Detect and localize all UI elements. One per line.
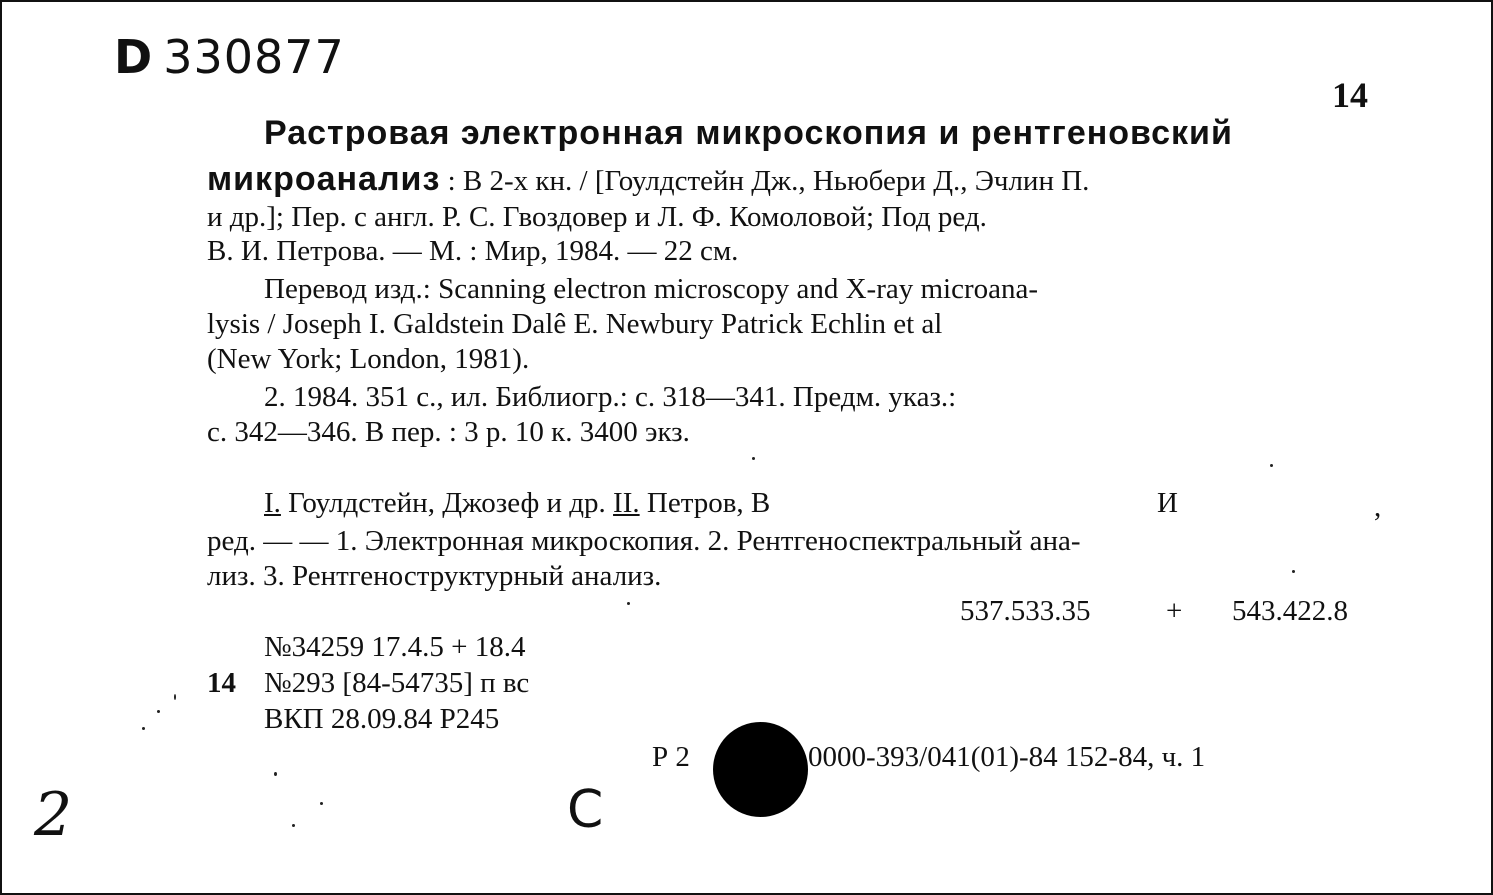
speck (274, 772, 277, 776)
speck (292, 824, 295, 827)
speck (1292, 570, 1295, 573)
handwritten-mark: 2 (34, 780, 73, 850)
stamp-prefix: D (114, 30, 154, 84)
service-line-1: №34259 17.4.5 + 18.4 (264, 631, 526, 663)
service-prefix: 14 (207, 667, 236, 699)
line-7: (New York; London, 1981). (207, 343, 530, 375)
footer-code-right: 0000-393/041(01)-84 152-84, ч. 1 (808, 741, 1206, 773)
card-number: 14 (1332, 75, 1368, 115)
title-line-2 (207, 162, 1089, 199)
speck (627, 602, 630, 605)
speck (1270, 464, 1273, 467)
speck (320, 802, 323, 805)
entry-initial: И (1157, 487, 1178, 519)
entry-line-3: ред. — — 1. Электронная микроскопия. 2. Рентгеноспектральный ана- (207, 525, 1081, 557)
entry-comma: , (1374, 491, 1382, 523)
entry-line-4: лиз. 3. Рентгеноструктурный анализ. (207, 560, 662, 592)
entry-text-1: Гоулдстейн, Джозеф и др. (280, 487, 614, 519)
entry-text-2: Петров, В (639, 487, 771, 519)
udc-plus: + (1166, 595, 1183, 627)
line-2-rest: : В 2-х кн. / [Гоулдстейн Дж., Ньюбери Д., Эчлин П. (440, 165, 1090, 197)
stamp-number: 330877 (163, 30, 345, 84)
line-6: lysis / Joseph I. Galdstein Dalê E. Newbury Patrick Echlin et al (207, 308, 943, 340)
ink-blot (713, 722, 808, 817)
speck (157, 710, 160, 713)
speck (142, 727, 145, 730)
entry-num-1: I. (264, 487, 281, 519)
title-part-2: микроанализ (207, 160, 441, 198)
udc-code-1: 537.533.35 (960, 595, 1091, 627)
title-line-1: Растровая электронная микроскопия и рентгеновский (264, 114, 1233, 152)
speck (174, 694, 176, 700)
line-9: с. 342—346. В пер. : 3 р. 10 к. 3400 экз. (207, 416, 690, 448)
udc-code-2: 543.422.8 (1232, 595, 1348, 627)
speck (752, 457, 755, 460)
entry-num-2: II. (613, 487, 640, 519)
footer-code-left: Р 2 (652, 741, 690, 773)
line-5: Перевод изд.: Scanning electron microscopy and X-ray microana- (264, 273, 1039, 305)
line-3: и др.]; Пер. с англ. Р. С. Гвоздовер и Л. Ф. Комоловой; Под ред. (207, 201, 987, 233)
entry-line-1 (264, 486, 770, 521)
line-4: В. И. Петрова. — М. : Мир, 1984. — 22 см. (207, 235, 739, 267)
letter-mark: С (567, 780, 604, 840)
service-line-2: №293 [84-54735] п вс (264, 667, 530, 699)
card-stamp (114, 30, 345, 84)
line-8: 2. 1984. 351 с., ил. Библиогр.: с. 318—341. Предм. указ.: (264, 381, 957, 413)
service-line-3: ВКП 28.09.84 Р245 (264, 703, 500, 735)
